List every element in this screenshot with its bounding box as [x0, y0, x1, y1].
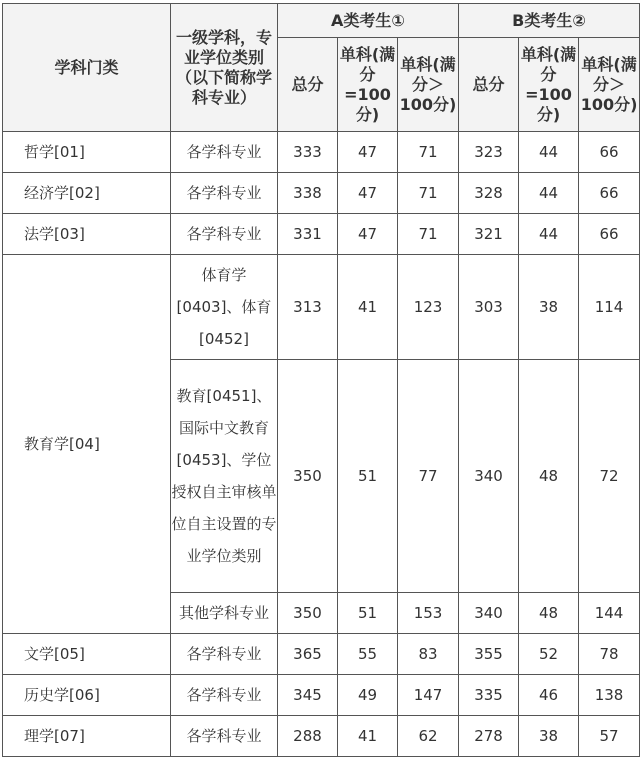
a-total-cell: 365 — [278, 634, 338, 675]
category-cell: 教育学[04] — [3, 255, 171, 634]
b-single-eq-cell: 44 — [519, 173, 579, 214]
header-b-single-eq: 单科(满分=100分) — [519, 38, 579, 132]
table-row — [3, 214, 640, 255]
header-category: 学科门类 — [3, 4, 171, 132]
b-single-gt-cell: 66 — [579, 214, 640, 255]
a-total-cell: 313 — [278, 255, 338, 360]
header-a-total: 总分 — [278, 38, 338, 132]
major-cell: 教育[0451]、国际中文教育[0453]、学位授权自主审核单位自主设置的专业学位类别 — [171, 360, 278, 593]
major-cell: 各学科专业 — [171, 214, 278, 255]
major-cell: 各学科专业 — [171, 132, 278, 173]
a-total-cell: 333 — [278, 132, 338, 173]
category-cell: 理学[07] — [3, 716, 171, 757]
b-single-gt-cell: 114 — [579, 255, 640, 360]
category-cell: 历史学[06] — [3, 675, 171, 716]
header-row-1 — [3, 4, 640, 38]
b-single-eq-cell: 48 — [519, 360, 579, 593]
header-group-b: B类考生② — [459, 4, 640, 38]
table-row — [3, 675, 640, 716]
a-total-cell: 331 — [278, 214, 338, 255]
a-single-gt-cell: 147 — [398, 675, 459, 716]
table-row — [3, 716, 640, 757]
b-total-cell: 355 — [459, 634, 519, 675]
table-row — [3, 132, 640, 173]
b-single-gt-cell: 72 — [579, 360, 640, 593]
b-total-cell: 335 — [459, 675, 519, 716]
a-total-cell: 350 — [278, 593, 338, 634]
b-single-gt-cell: 144 — [579, 593, 640, 634]
a-single-eq-cell: 55 — [338, 634, 398, 675]
b-total-cell: 278 — [459, 716, 519, 757]
b-total-cell: 323 — [459, 132, 519, 173]
b-total-cell: 340 — [459, 360, 519, 593]
a-single-eq-cell: 49 — [338, 675, 398, 716]
b-single-eq-cell: 38 — [519, 255, 579, 360]
b-single-eq-cell: 44 — [519, 214, 579, 255]
b-single-eq-cell: 48 — [519, 593, 579, 634]
header-a-single-gt: 单科(满分＞100分) — [398, 38, 459, 132]
category-cell: 法学[03] — [3, 214, 171, 255]
b-total-cell: 340 — [459, 593, 519, 634]
header-group-a: A类考生① — [278, 4, 459, 38]
b-single-gt-cell: 78 — [579, 634, 640, 675]
a-single-eq-cell: 41 — [338, 255, 398, 360]
a-single-gt-cell: 71 — [398, 173, 459, 214]
header-major: 一级学科，专业学位类别（以下简称学科专业） — [171, 4, 278, 132]
b-single-eq-cell: 52 — [519, 634, 579, 675]
a-single-gt-cell: 71 — [398, 132, 459, 173]
major-cell: 各学科专业 — [171, 716, 278, 757]
b-single-gt-cell: 138 — [579, 675, 640, 716]
major-cell: 其他学科专业 — [171, 593, 278, 634]
score-table — [2, 3, 640, 757]
a-total-cell: 350 — [278, 360, 338, 593]
header-b-total: 总分 — [459, 38, 519, 132]
a-single-eq-cell: 41 — [338, 716, 398, 757]
major-cell: 各学科专业 — [171, 173, 278, 214]
a-single-eq-cell: 47 — [338, 214, 398, 255]
category-cell: 经济学[02] — [3, 173, 171, 214]
b-single-eq-cell: 46 — [519, 675, 579, 716]
a-single-gt-cell: 77 — [398, 360, 459, 593]
b-single-gt-cell: 66 — [579, 173, 640, 214]
header-a-single-eq: 单科(满分=100分) — [338, 38, 398, 132]
category-cell: 哲学[01] — [3, 132, 171, 173]
b-total-cell: 328 — [459, 173, 519, 214]
b-single-eq-cell: 44 — [519, 132, 579, 173]
a-single-gt-cell: 123 — [398, 255, 459, 360]
a-total-cell: 338 — [278, 173, 338, 214]
major-cell: 各学科专业 — [171, 634, 278, 675]
a-single-eq-cell: 51 — [338, 593, 398, 634]
a-single-gt-cell: 71 — [398, 214, 459, 255]
category-cell: 文学[05] — [3, 634, 171, 675]
a-total-cell: 345 — [278, 675, 338, 716]
b-single-eq-cell: 38 — [519, 716, 579, 757]
table-row — [3, 255, 640, 360]
b-single-gt-cell: 57 — [579, 716, 640, 757]
a-single-eq-cell: 51 — [338, 360, 398, 593]
b-total-cell: 321 — [459, 214, 519, 255]
major-cell: 体育学[0403]、体育[0452] — [171, 255, 278, 360]
b-single-gt-cell: 66 — [579, 132, 640, 173]
a-single-gt-cell: 62 — [398, 716, 459, 757]
header-b-single-gt: 单科(满分＞100分) — [579, 38, 640, 132]
table-row — [3, 173, 640, 214]
major-cell: 各学科专业 — [171, 675, 278, 716]
b-total-cell: 303 — [459, 255, 519, 360]
a-total-cell: 288 — [278, 716, 338, 757]
table-row — [3, 634, 640, 675]
a-single-eq-cell: 47 — [338, 173, 398, 214]
a-single-gt-cell: 83 — [398, 634, 459, 675]
a-single-gt-cell: 153 — [398, 593, 459, 634]
a-single-eq-cell: 47 — [338, 132, 398, 173]
